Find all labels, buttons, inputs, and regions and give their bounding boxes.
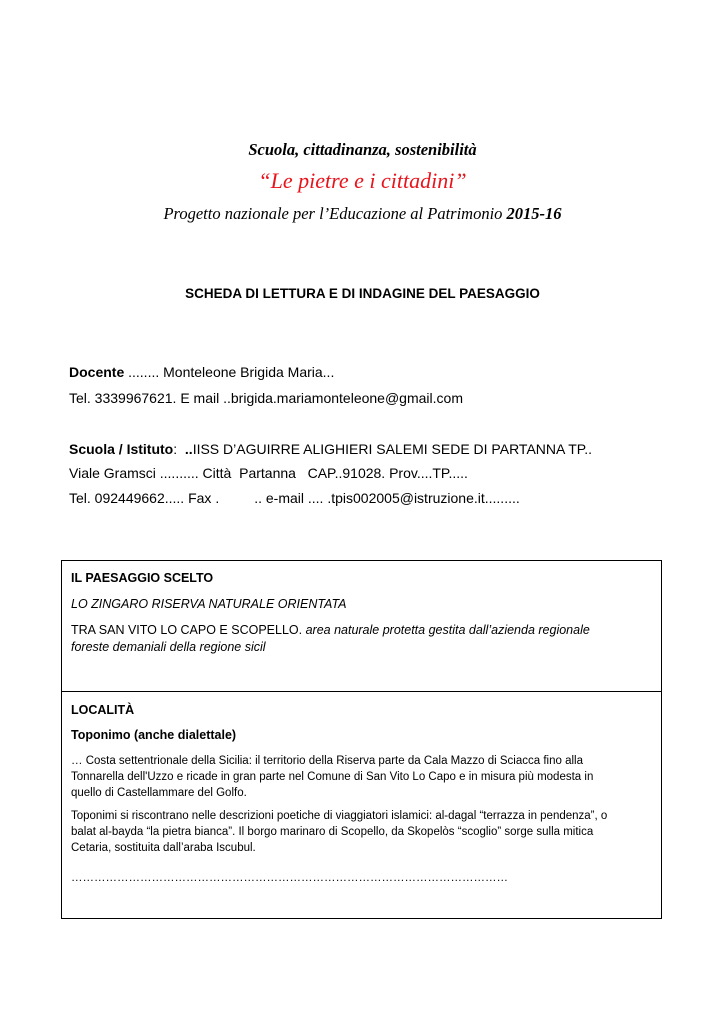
scuola-separator: : [173,441,185,457]
section-paesaggio [61,560,662,692]
docente-contact: Tel. 3339967621. E mail ..brigida.mariamonteleone@gmail.com [69,390,463,406]
docente-value: ........ Monteleone Brigida Maria... [124,364,335,380]
docente-line [69,364,334,380]
para2-line: Toponimi si riscontrano nelle descrizioni poetiche di viaggiatori islamici: al-dagal “terrazza in pendenza”, o [71,810,608,822]
docente-label: Docente [69,364,125,380]
localita-para-1 [71,753,651,801]
paesaggio-desc-italic-1: area naturale protetta gestita dall’azienda regionale [305,623,590,637]
localita-title: LOCALITÀ [71,703,135,717]
project-text: Progetto nazionale per l’Educazione al Patrimonio [163,204,507,223]
localita-subtitle: Toponimo (anche dialettale) [71,728,237,742]
paesaggio-desc-plain: TRA SAN VITO LO CAPO E SCOPELLO. [71,623,306,637]
para2-line: Cetaria, sostituita dall’araba Iscubul. [71,842,256,854]
scuola-value: IISS D’AGUIRRE ALIGHIERI SALEMI SEDE DI PARTANNA TP.. [192,441,593,457]
scuola-label: Scuola / Istituto [69,441,174,457]
scuola-contact: Tel. 092449662..... Fax . .. e-mail .... .tpis002005@istruzione.it......... [69,490,520,506]
localita-dots: …………………………………………………………………………………………………… [71,872,508,884]
scuola-address: Viale Gramsci .......... Città Partanna CAP..91028. Prov....TP..... [69,465,468,481]
project-year: 2015-16 [506,204,562,223]
project-line [0,204,725,224]
para1-line: Tonnarella dell'Uzzo e ricade in gran parte nel Comune di San Vito Lo Capo e in misura più modesta in [71,771,594,783]
document-title: “Le pietre e i cittadini” [258,168,467,193]
para2-line: balat al-bayda “la pietra bianca”. Il borgo marinaro di Scopello, da Skopelòs “scoglio” sorge sulla mitica [71,826,594,838]
paesaggio-name: LO ZINGARO RISERVA NATURALE ORIENTATA [71,597,347,611]
paesaggio-title: IL PAESAGGIO SCELTO [71,571,214,585]
paesaggio-desc-italic-2: foreste demaniali della regione sicil [71,640,266,654]
form-heading: SCHEDA DI LETTURA E DI INDAGINE DEL PAESAGGIO [185,286,540,301]
localita-para-2 [71,808,651,856]
scuola-line [69,441,592,457]
para1-line: quello di Castellammare del Golfo. [71,787,247,799]
document-subtitle: Scuola, cittadinanza, sostenibilità [248,140,477,159]
para1-line: … Costa settentrionale della Sicilia: il territorio della Riserva parte da Cala Mazzo di Sciacca fino alla [71,755,583,767]
section-localita [61,691,662,919]
paesaggio-description [71,622,651,656]
scuola-value-prefix: .. [184,441,193,457]
